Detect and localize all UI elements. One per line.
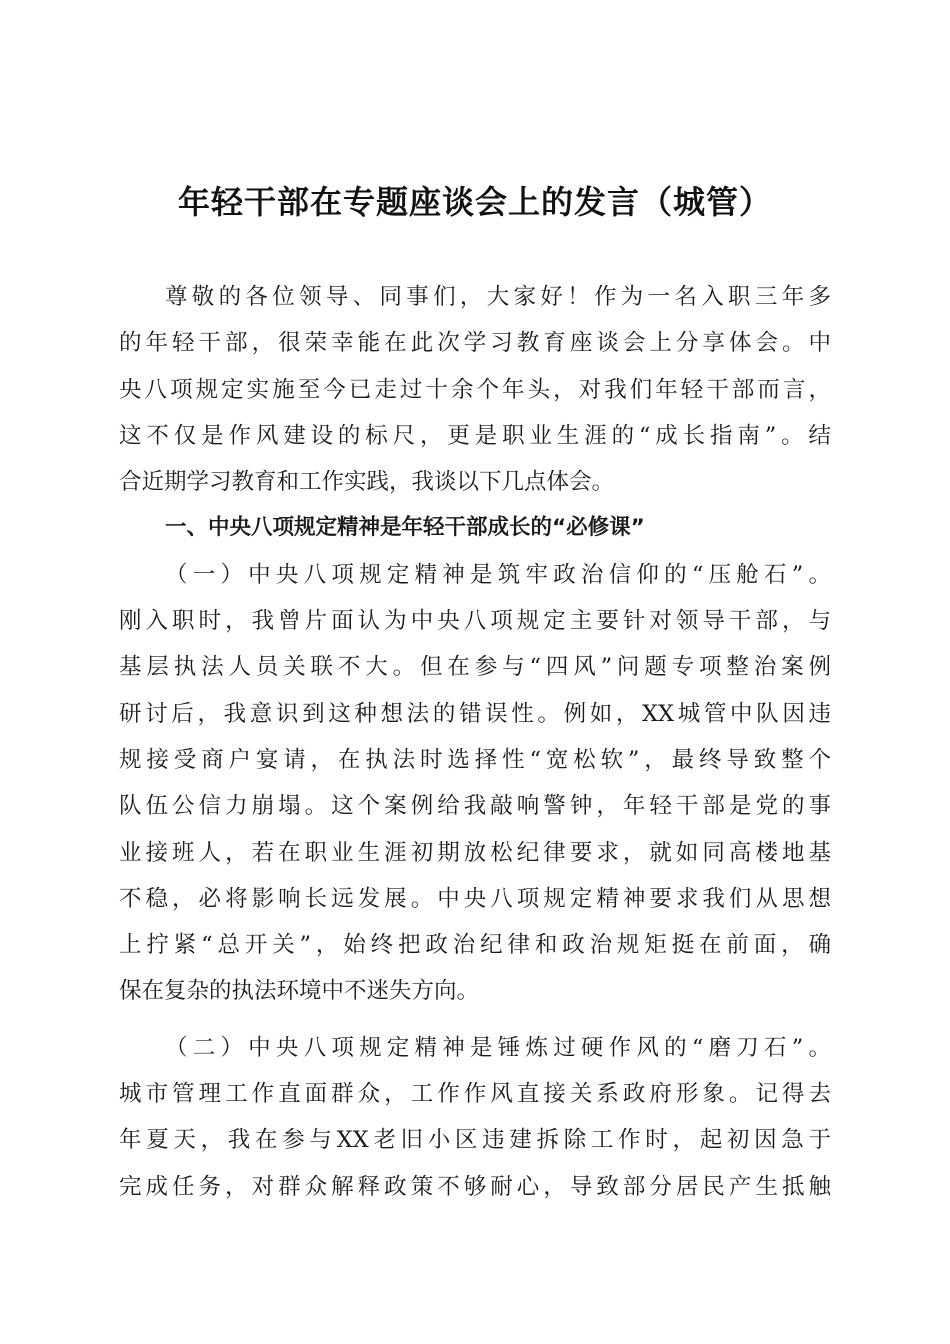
paragraph-line: 研讨后，我意识到这种想法的错误性。例如，XX城管中队因违 <box>119 700 831 727</box>
paragraph-line: 业接班人，若在职业生涯初期放松纪律要求，就如同高楼地基 <box>119 839 831 866</box>
paragraph-line: 上拧紧“总开关”，始终把政治纪律和政治规矩挺在前面，确 <box>119 932 831 959</box>
paragraph-line: 央八项规定实施至今已走过十余个年头，对我们年轻干部而言， <box>119 376 831 403</box>
paragraph-line: 基层执法人员关联不大。但在参与“四风”问题专项整治案例 <box>119 654 831 681</box>
paragraph-gap <box>119 1015 831 1025</box>
subsection-heading-line: （二）中央八项规定精神是锤炼过硬作风的“磨刀石”。 <box>165 1034 831 1061</box>
paragraph-line: 刚入职时，我曾片面认为中央八项规定主要针对领导干部，与 <box>119 608 831 635</box>
paragraph-line: 不稳，必将影响长远发展。中央八项规定精神要求我们从思想 <box>119 885 831 912</box>
document-body <box>119 274 831 1210</box>
paragraph-line: 规接受商户宴请，在执法时选择性“宽松软”，最终导致整个 <box>119 746 831 773</box>
paragraph-line: 保在复杂的执法环境中不迷失方向。 <box>119 978 480 1005</box>
paragraph-line: 这不仅是作风建设的标尺，更是职业生涯的“成长指南”。结 <box>119 422 831 449</box>
paragraph-line: 完成任务，对群众解释政策不够耐心，导致部分居民产生抵触 <box>119 1173 831 1200</box>
paragraph-line: 年夏天，我在参与XX老旧小区违建拆除工作时，起初因急于 <box>119 1127 831 1154</box>
document-title: 年轻干部在专题座谈会上的发言（城管） <box>177 183 772 221</box>
subsection-heading-line: （一）中央八项规定精神是筑牢政治信仰的“压舱石”。 <box>165 561 831 588</box>
paragraph-line: 的年轻干部，很荣幸能在此次学习教育座谈会上分享体会。中 <box>119 330 831 357</box>
paragraph-line: 队伍公信力崩塌。这个案例给我敲响警钟，年轻干部是党的事 <box>119 793 831 820</box>
paragraph-line: 城市管理工作直面群众，工作作风直接关系政府形象。记得去 <box>119 1081 831 1108</box>
section-heading: 一、中央八项规定精神是年轻干部成长的“必修课” <box>165 515 645 541</box>
paragraph-line: 合近期学习教育和工作实践，我谈以下几点体会。 <box>119 469 615 496</box>
paragraph-line: 尊敬的各位领导、同事们，大家好！作为一名入职三年多 <box>165 284 831 310</box>
